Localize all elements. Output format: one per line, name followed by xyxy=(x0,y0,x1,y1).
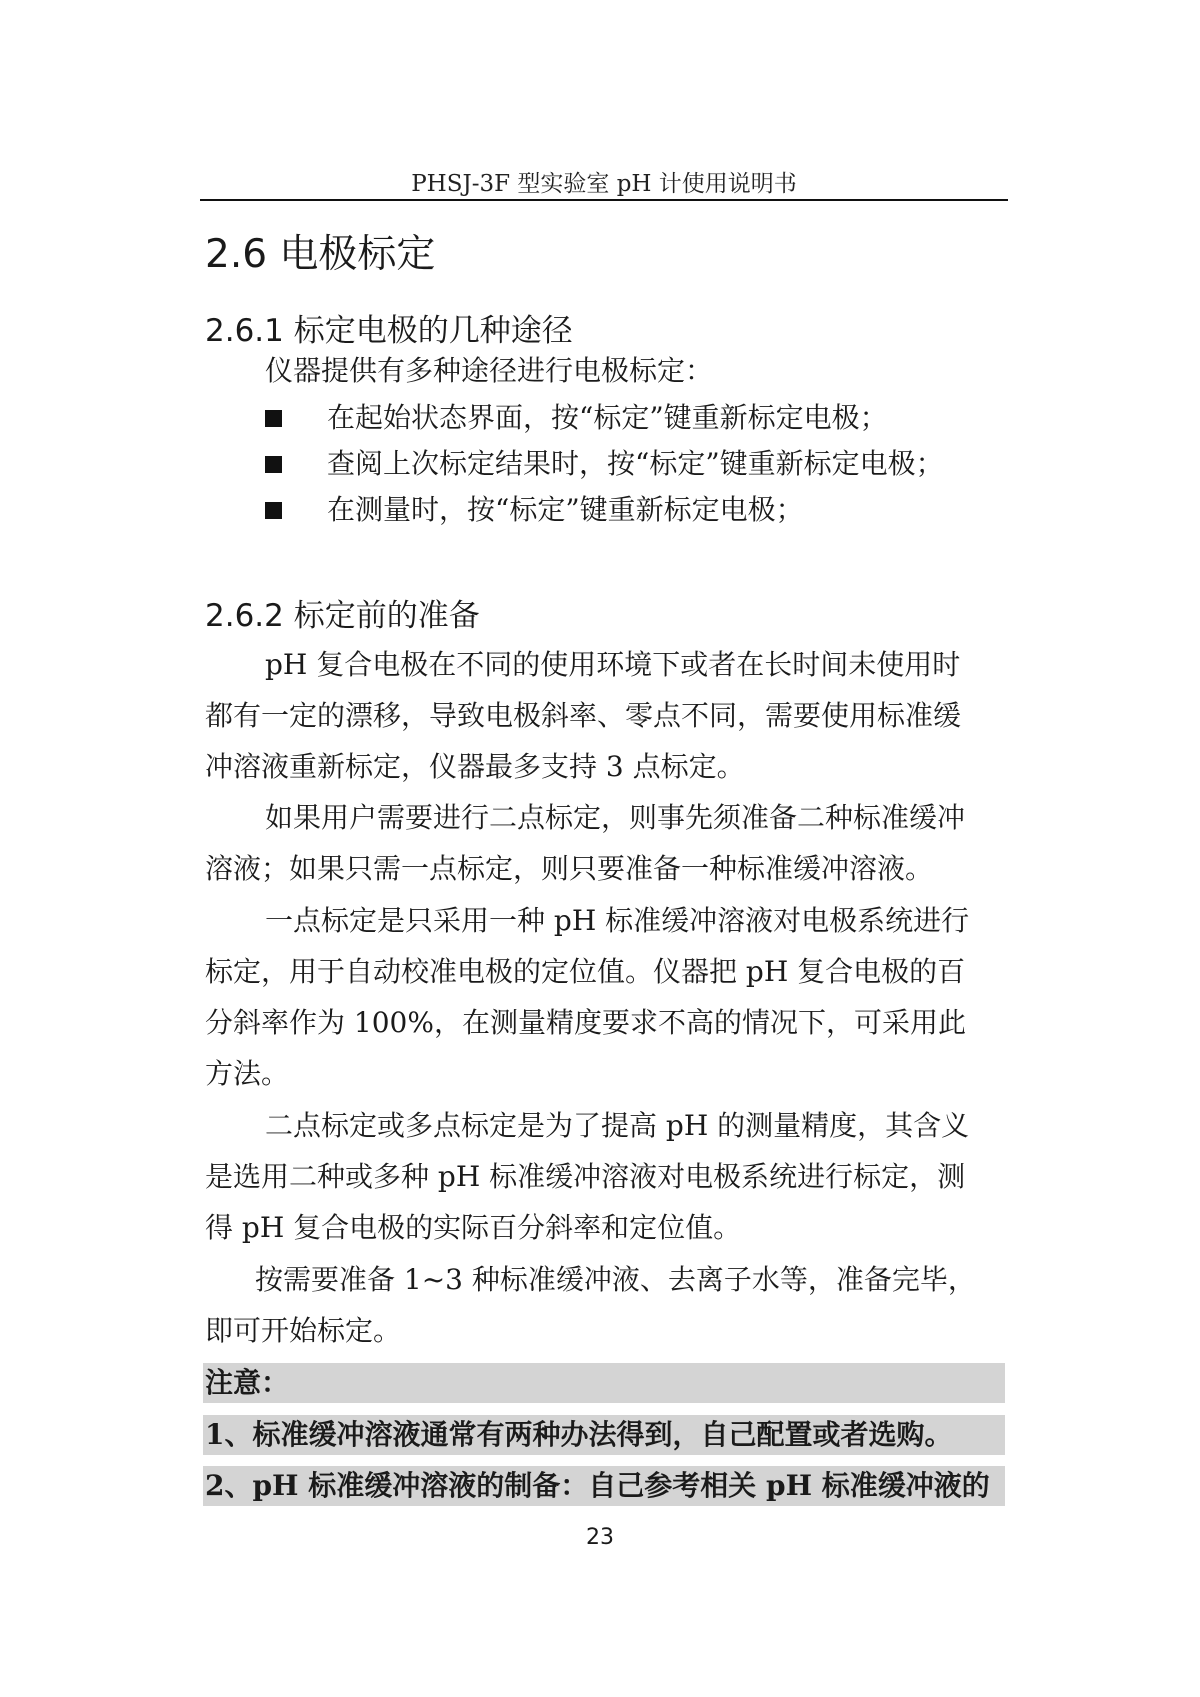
bullet-text: 查阅上次标定结果时，按“标定”键重新标定电极； xyxy=(327,447,944,480)
paragraph-line: 冲溶液重新标定，仪器最多支持 3 点标定。 xyxy=(205,750,745,783)
bullet-text: 在起始状态界面，按“标定”键重新标定电极； xyxy=(327,401,888,434)
note-highlight xyxy=(203,1363,1005,1403)
paragraph-line: 分斜率作为 100%，在测量精度要求不高的情况下，可采用此 xyxy=(205,1006,966,1039)
paragraph-line: 都有一定的漂移，导致电极斜率、零点不同，需要使用标准缓 xyxy=(205,699,962,732)
paragraph-line: 溶液；如果只需一点标定，则只要准备一种标准缓冲溶液。 xyxy=(205,852,934,885)
paragraph-line: 二点标定或多点标定是为了提高 pH 的测量精度，其含义 xyxy=(265,1109,970,1142)
paragraph-line: 一点标定是只采用一种 pH 标准缓冲溶液对电极系统进行 xyxy=(265,904,970,937)
section-title: 2.6 电极标定 xyxy=(205,232,436,277)
header-rule xyxy=(200,199,1008,201)
intro-text: 仪器提供有多种途径进行电极标定： xyxy=(265,354,714,387)
paragraph-line: 按需要准备 1~3 种标准缓冲液、去离子水等，准备完毕， xyxy=(255,1263,976,1296)
paragraph-line: 得 pH 复合电极的实际百分斜率和定位值。 xyxy=(205,1211,742,1244)
note-title: 注意： xyxy=(205,1366,290,1399)
paragraph-line: pH 复合电极在不同的使用环境下或者在长时间未使用时 xyxy=(265,648,961,681)
running-header: PHSJ-3F 型实验室 pH 计使用说明书 xyxy=(411,171,797,197)
square-bullet-icon xyxy=(265,456,282,473)
paragraph-line: 如果用户需要进行二点标定，则事先须准备二种标准缓冲 xyxy=(265,801,966,834)
note-item: 2、pH 标准缓冲溶液的制备：自己参考相关 pH 标准缓冲液的 xyxy=(205,1469,990,1502)
subsection-title-2: 2.6.2 标定前的准备 xyxy=(205,598,480,634)
paragraph-line: 即可开始标定。 xyxy=(205,1314,402,1347)
square-bullet-icon xyxy=(265,410,282,427)
paragraph-line: 是选用二种或多种 pH 标准缓冲溶液对电极系统进行标定，测 xyxy=(205,1160,966,1193)
subsection-title-1: 2.6.1 标定电极的几种途径 xyxy=(205,313,573,349)
paragraph-line: 方法。 xyxy=(205,1057,290,1090)
paragraph-line: 标定，用于自动校准电极的定位值。仪器把 pH 复合电极的百 xyxy=(205,955,966,988)
note-item: 1、标准缓冲溶液通常有两种办法得到，自己配置或者选购。 xyxy=(205,1418,953,1451)
page-number: 23 xyxy=(586,1525,614,1550)
bullet-text: 在测量时，按“标定”键重新标定电极； xyxy=(327,493,804,526)
square-bullet-icon xyxy=(265,502,282,519)
